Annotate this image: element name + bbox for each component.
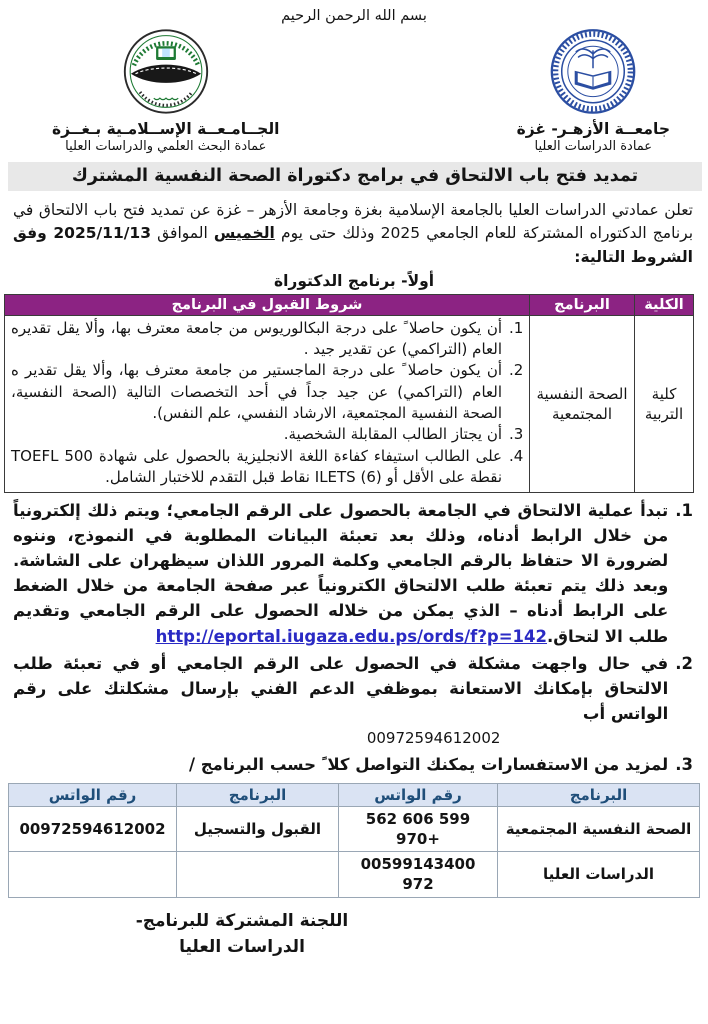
- college-cell: كلية التربية: [635, 315, 694, 492]
- contacts-header-row: [9, 783, 700, 806]
- step-number: 3.: [675, 754, 693, 774]
- college-column-header: الكلية: [635, 294, 694, 315]
- condition-number: 1.: [509, 318, 524, 337]
- table-header-row: [5, 294, 694, 315]
- intro-part1: تعلن عمادتي الدراسات العليا بالجامعة الإسلامية بغزة وجامعة الأزهر – غزة عن تمديد فتح باب الالتحاق في برنامج الدكتوراه المشتركة للعام الجامعي 2025 وذلك حتى يوم: [13, 201, 694, 243]
- condition-text: على الطالب استيفاء كفاءة اللغة الانجليزية بالحصول على شهادة TOEFL 500 نقطة على الأقل أو ILETS (6) نقاط قبل التقدم للاختبار الشامل.: [11, 446, 502, 486]
- contacts-row: [9, 852, 700, 898]
- al-azhar-university-name: جامعــة الأزهـر- غزة: [516, 120, 670, 138]
- program-cell: الدراسات العليا: [498, 852, 700, 898]
- announcement-title: تمديد فتح باب الالتحاق في برامج دكتوراة الصحة النفسية المشترك: [8, 162, 702, 191]
- intro-part2: الموافق: [150, 224, 214, 243]
- instructions-list: [13, 498, 693, 777]
- deadline-day: الخميس: [213, 224, 275, 243]
- signature-line2: الدراسات العليا: [179, 937, 305, 958]
- condition-item: [11, 360, 525, 424]
- condition-number: 4.: [509, 446, 524, 465]
- conditions-cell: [5, 315, 530, 492]
- step-3: [13, 752, 693, 777]
- al-azhar-university-dept: عمادة الدراسات العليا: [534, 139, 653, 154]
- islamic-university-dept: عمادة البحث العلمي والدراسات العليا: [65, 139, 267, 154]
- program-cell: [177, 852, 339, 898]
- table-row: [5, 315, 694, 492]
- condition-number: 3.: [509, 425, 524, 444]
- condition-number: 2.: [509, 361, 524, 380]
- step-1-text: تبدأ عملية الالتحاق في الجامعة بالحصول على الرقم الجامعي؛ ويتم ذلك إلكترونياً من خلال الرابط أدناه، وذلك بعد تعبئة البيانات المطلوبة في النموذج، وننوه لضرورة الا حتفاظ بالرقم الجامعي وكلمة المرور اللذان سيظهران على الشاشة. وبعد ذلك يتم تعبئة طلب الالتحاق الكترونياً عبر صفحة الجامعة من خلال الضغط على الرابط أدناه – الذي يمكن من خلاله الحصول على الرقم الجامعي وتقديم طلب الا لتحاق.: [13, 501, 669, 646]
- condition-item: [11, 446, 525, 489]
- whatsapp-number-cell: [9, 852, 177, 898]
- support-whatsapp-number: 00972594612002: [366, 728, 501, 747]
- conditions-column-header: شروط القبول في البرنامج: [5, 294, 530, 315]
- program-cell: الصحة النفسية المجتمعية: [530, 315, 635, 492]
- islamic-university-name: الجــامـعــة الإســلامـية بـغــزة: [52, 120, 280, 138]
- contacts-table: [8, 783, 700, 898]
- condition-text: أن يجتاز الطالب المقابلة الشخصية.: [283, 425, 502, 444]
- al-azhar-university-block: [517, 28, 670, 154]
- step-number: 2.: [675, 653, 693, 673]
- whatsapp-column-header: رقم الواتس: [9, 783, 177, 806]
- whatsapp-number-cell: 00599143400 972: [339, 852, 498, 898]
- intro-part3: وفق الشروط التالية:: [13, 224, 693, 266]
- program-column-header: البرنامج: [498, 783, 700, 806]
- whatsapp-column-header: رقم الواتس: [339, 783, 498, 806]
- intro-paragraph: [13, 199, 693, 269]
- letterhead: [0, 24, 708, 154]
- step-2: [13, 651, 693, 750]
- step-text: [13, 651, 668, 750]
- deadline-date: 2025/11/13: [53, 224, 151, 243]
- program-cell: الصحة النفسية المجتمعية: [498, 806, 700, 852]
- step-number: 1.: [675, 501, 693, 521]
- program-cell: القبول والتسجيل: [177, 806, 339, 852]
- islamic-university-block: [52, 28, 280, 154]
- step-2-text: في حال واجهت مشكلة في الحصول على الرقم الجامعي أو في تعبئة طلب الالتحاق بإمكانك الاستعانة بموظفي الدعم الفني بإرسال مشكلتك على رقم الواتس أب: [13, 653, 669, 723]
- section-title-doctorate: أولاً- برنامج الدكتوراة: [273, 271, 435, 290]
- program-column-header: البرنامج: [530, 294, 635, 315]
- signature-line1: اللجنة المشتركة للبرنامج-: [135, 910, 349, 931]
- whatsapp-number-cell: 00972594612002: [9, 806, 177, 852]
- condition-text: أن يكون حاصلا ً على درجة الماجستير من جامعة معترف بها، وألا يقل تقدير ه العام (التراكمي) عن جيد جداً في أحد التخصصات التالية (الصحة النفسية، الصحة النفسية المجتمعية، الارشاد النفسي، علم النفس).: [11, 361, 502, 422]
- al-azhar-university-seal-icon: [547, 28, 639, 118]
- contacts-row: [9, 806, 700, 852]
- signature-block: [82, 908, 402, 961]
- step-3-text: لمزيد من الاستفسارات يمكنك التواصل كلا ً حسب البرنامج /: [188, 754, 669, 774]
- enrollment-portal-link[interactable]: http://eportal.iugaza.edu.ps/ords/f?p=142: [155, 626, 548, 646]
- program-column-header: البرنامج: [177, 783, 339, 806]
- step-text: [13, 498, 668, 648]
- admission-conditions-table: [4, 294, 694, 493]
- step-1: [13, 498, 693, 648]
- condition-item: [11, 424, 525, 445]
- basmala-text: بسم الله الرحمن الرحيم: [281, 8, 427, 24]
- islamic-university-seal-icon: [120, 28, 212, 118]
- condition-item: [11, 318, 525, 361]
- whatsapp-number-cell: 562 606 599 970+: [339, 806, 498, 852]
- condition-text: أن يكون حاصلا ً على درجة البكالوريوس من جامعة معترف بها، وألا يقل تقديره العام (التراكمي) عن تقدير جيد .: [11, 318, 502, 359]
